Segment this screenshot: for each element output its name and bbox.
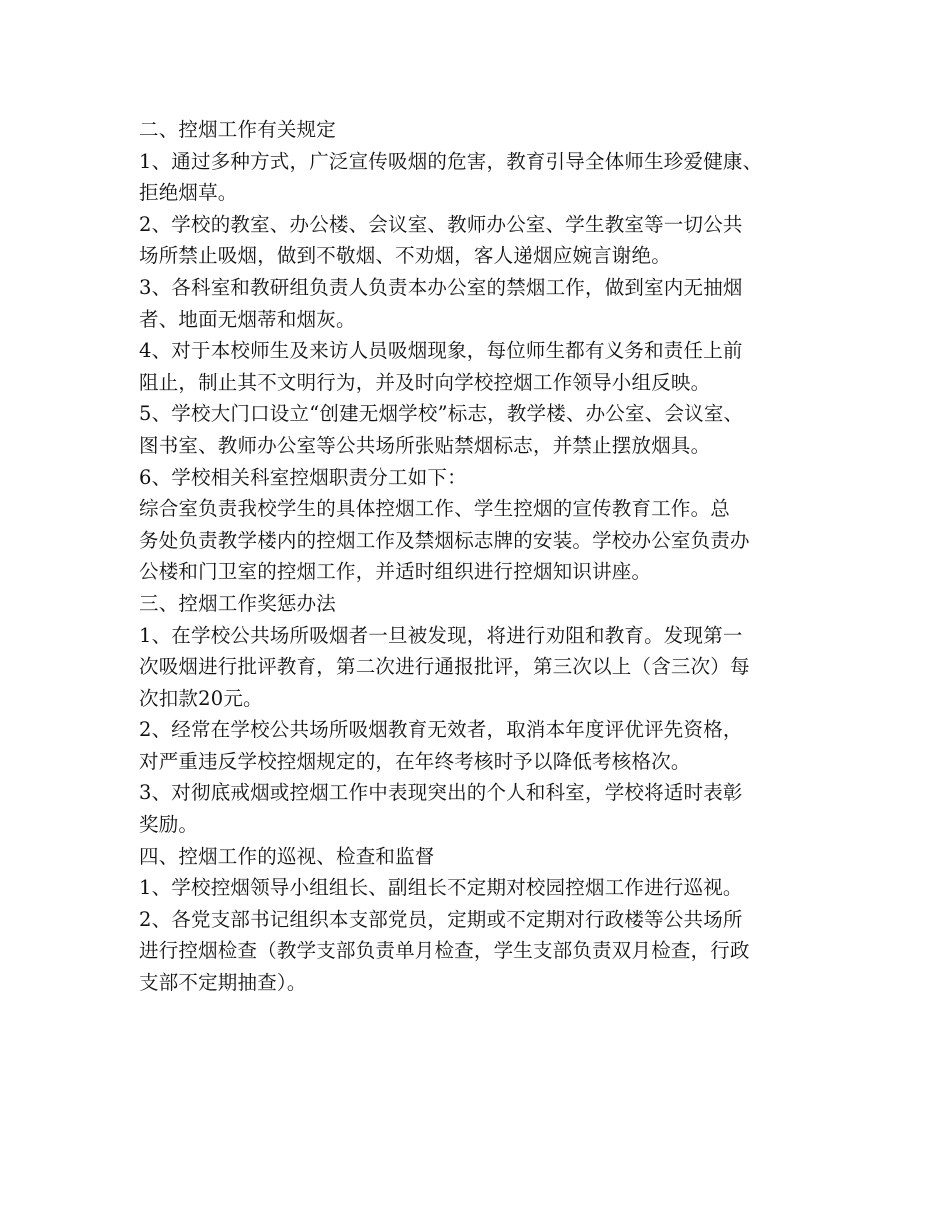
paragraph-line: 对严重违反学校控烟规定的，在年终考核时予以降低考核格次。 xyxy=(139,749,691,773)
paragraph-line: 次吸烟进行批评教育，第二次进行通报批评，第三次以上（含三次）每 xyxy=(139,655,750,679)
paragraph-line: 6、学校相关科室控烟职责分工如下： xyxy=(139,465,467,489)
paragraph-line: 2、经常在学校公共场所吸烟教育无效者，取消本年度评优评先资格， xyxy=(139,718,743,742)
paragraph-line: 支部不定期抽查）。 xyxy=(139,971,307,995)
paragraph-line: 者、地面无烟蒂和烟灰。 xyxy=(139,307,356,331)
paragraph-line: 2、各党支部书记组织本支部党员，定期或不定期对行政楼等公共场所 xyxy=(139,907,743,931)
paragraph-line: 阻止，制止其不文明行为，并及时向学校控烟工作领导小组反映。 xyxy=(139,370,711,394)
section-heading-2: 二、控烟工作有关规定 xyxy=(139,118,337,141)
section-heading-4: 四、控烟工作的巡视、检查和监督 xyxy=(139,844,435,868)
paragraph-line: 次扣款20元。 xyxy=(139,686,263,710)
paragraph-line: 2、学校的教室、办公楼、会议室、教师办公室、学生教室等一切公共 xyxy=(139,212,743,236)
paragraph-line: 1、通过多种方式，广泛宣传吸烟的危害，教育引导全体师生珍爱健康、 xyxy=(139,149,763,173)
paragraph-line: 3、各科室和教研组负责人负责本办公室的禁烟工作，做到室内无抽烟 xyxy=(139,275,743,299)
paragraph-line: 进行控烟检查（教学支部负责单月检查，学生支部负责双月检查，行政 xyxy=(139,939,750,963)
paragraph-line: 场所禁止吸烟，做到不敬烟、不劝烟，客人递烟应婉言谢绝。 xyxy=(139,244,671,268)
paragraph-line: 拒绝烟草。 xyxy=(139,181,238,205)
paragraph-line: 3、对彻底戒烟或控烟工作中表现突出的个人和科室，学校将适时表彰 xyxy=(139,781,743,805)
paragraph-line: 综合室负责我校学生的具体控烟工作、学生控烟的宣传教育工作。总 xyxy=(139,497,731,521)
paragraph-line: 务处负责教学楼内的控烟工作及禁烟标志牌的安装。学校办公室负责办 xyxy=(139,528,750,552)
paragraph-line: 公楼和门卫室的控烟工作，并适时组织进行控烟知识讲座。 xyxy=(139,560,652,584)
paragraph-line: 图书室、教师办公室等公共场所张贴禁烟标志，并禁止摆放烟具。 xyxy=(139,433,711,457)
paragraph-line: 1、学校控烟领导小组组长、副组长不定期对校园控烟工作进行巡视。 xyxy=(139,876,743,900)
document-page xyxy=(139,114,829,999)
paragraph-line: 5、学校大门口设立“创建无烟学校”标志，教学楼、办公室、会议室、 xyxy=(139,402,744,426)
paragraph-line: 4、对于本校师生及来访人员吸烟现象，每位师生都有义务和责任上前 xyxy=(139,339,743,363)
section-heading-3: 三、控烟工作奖惩办法 xyxy=(139,591,337,615)
paragraph-line: 奖励。 xyxy=(139,813,199,837)
paragraph-line: 1、在学校公共场所吸烟者一旦被发现，将进行劝阻和教育。发现第一 xyxy=(139,623,743,647)
